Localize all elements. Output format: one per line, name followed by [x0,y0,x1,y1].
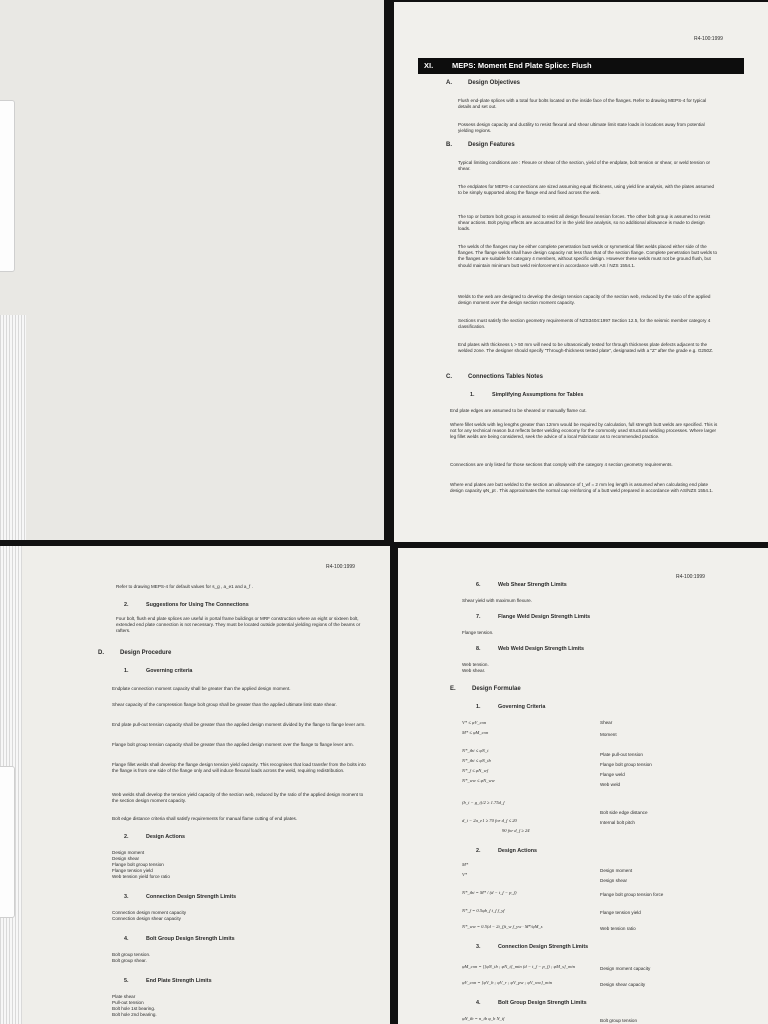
equation-label: Flange tension yield [600,910,641,915]
paragraph: Flange fillet welds shall develop the flange design tension yield capacity. This recognises that load transfer from the bolts into the flange is from one side of the flange only and will induce flexural loads across the weld, requiring redistribution. [112,762,366,774]
heading-connections-tables-notes: C. Connections Tables Notes [446,374,543,380]
list-item: Connection design shear capacity [112,916,181,921]
page-reference: R4-100:1999 [326,564,355,570]
document-page-meps-flush [394,2,768,542]
list-item: Design moment [112,850,145,855]
paragraph: Flush end-plate splices with a total four bolts located on the inside face of the flanges. Refer to drawing MEPS-4 for typical details and set out. [458,98,707,110]
equation-label: Shear [600,720,613,725]
page-reference: R4-100:1999 [694,36,723,42]
subheading-web-weld: 8. Web Weld Design Strength Limits [476,646,585,652]
equation-label: Flange weld [600,772,625,777]
equation: N*_f ≤ φN_wf [462,768,488,773]
equation-label: Internal bolt pitch [600,820,635,825]
equation: φM_con = [[φN_tb ; φN_t]_min (d − t_f − p_f) ; φM_s]_min [462,964,575,969]
paragraph: End plates with thickness tᵢ > 50 mm will need to be ultrasonically tested for through thickness plate defects adjacent to the welded zone. The designer should specify "Through-thickness tested plate", designated with a "Z" after the grade e.g. G250Z. [458,342,714,354]
equation: M* [462,862,469,867]
equation-label: Design shear [600,878,628,883]
paragraph: The welds of the flanges may be either complete penetration butt welds or symmetrical fillet welds placed either side of the flanges. The flange welds shall have design capacity not less than that of the section flange. Complete penetration butt welds to the flanges are suitable for category 4 members, without specific design. However these welds must not be ground flush, but should maintain minimum butt weld reinforcement in accordance with AS / NZS 1554.1. [458,244,718,268]
paragraph: End plate edges are assumed to be sheared or manually flame cut. [450,408,587,413]
subheading-governing-criteria: 1. Governing Criteria [476,704,546,710]
paragraph: Four bolt, flush end plate splices are useful in portal frame buildings or MRF construction where an eight or sixteen bolt, extended end plate connection is not necessary. They must be located outside potential yielding regions of the beams or rafters. [116,616,361,634]
paragraph: Where end plates are butt welded to the section an allowance of t_wf = 2 mm leg length is assumed when calculating end plate design capacity φN_pt . This approximates the normal cap reinforcing of a butt weld prepared in accordance with AS/NZS 1554.1. [450,482,714,494]
equation-label: Design moment capacity [600,966,651,971]
heading-design-features: B. Design Features [446,142,515,148]
list-item: Bolt group tension. [112,952,151,957]
equation: N*_tbi ≤ φN_t [462,748,489,753]
paragraph: Typical limiting conditions are : Flexure or shear of the section, yield of the endplate, bolt tension or shear, or weld tension or shear. [458,160,711,172]
section-banner [418,58,744,74]
list-item: Web shear. [462,668,486,673]
paragraph: Connections are only listed for those sections that comply with the category 4 section geometry requirements. [450,462,673,467]
list-item: Bolt hole 2nd bearing. [112,1012,157,1017]
subheading-connection-limits: 3. Connection Design Strength Limits [124,894,237,900]
paragraph: The endplates for MEPS-4 connections are sized assuming equal thickness, using yield line analysis, with the plates assumed to be simply supported along the flange end and fixed across the web. [458,184,715,196]
equation: N*_tbi ≤ φN_tb [462,758,491,763]
subheading-bolt-group-limits: 4. Bolt Group Design Strength Limits [124,936,235,942]
equation: N*_f = 0.5φb_f t_f f_yf [462,908,505,913]
paragraph: Possess design capacity and ductility to resist flexural and shear ultimate limit state loads in locations away from potential yielding regions. [458,122,705,134]
heading-design-procedure: D. Design Procedure [98,650,172,656]
subheading-end-plate-limits: 5. End Plate Strength Limits [124,978,212,984]
equation-label: Moment [600,732,617,737]
paragraph: Where fillet welds with leg lengths greater than 12mm would be required by calculation, full strength butt welds are specified. This is not for any technical reason but reflects better welding economy for the commonly used structural welding processes. Where larger leg fillet welds are being considered, seek the advice of a local Fabricator as to recommended practice. [450,422,718,440]
subheading-design-actions: 2. Design Actions [124,834,186,840]
equation: V* [462,872,468,877]
equation-label: Bolt side edge distance [600,810,648,815]
equation: N*_tbi = M* / (d − t_f − p_f) [462,890,517,895]
equation: N*_ww ≤ φN_ww [462,778,495,783]
equation: d_i − 2a_e1 ≥ 70 for d_f ≤ 20 [462,818,517,823]
equation: φV_con = [φV_b ; φV_r ; φV_pw ; φV_ww]_min [462,980,553,985]
subheading-design-actions: 2. Design Actions [476,848,538,854]
page-edge-tab [0,100,15,272]
paragraph: Bolt edge distance criteria shall satisfy requirements for manual flame cutting of end plates. [112,816,298,821]
list-item: Flange bolt group tension [112,862,164,867]
equation: 90 for d_f ≥ 24 [502,828,530,833]
paragraph: End plate pull-out tension capacity shall be greater than the applied design moment divided by the flange to flange lever arm. [112,722,366,727]
equation: φN_tb = n_tb φ_b N_tf [462,1016,505,1021]
equation-label: Design shear capacity [600,982,646,987]
section-number: XI. [424,61,434,70]
blank-page-top-left [0,0,384,540]
heading-design-formulae: E. Design Formulae [450,686,521,692]
paragraph: Flange bolt group tension capacity shall be greater than the applied design moment over the flange to flange lever arm. [112,742,354,747]
subheading-connection-limits: 3. Connection Design Strength Limits [476,944,589,950]
equation-label: Web weld [600,782,621,787]
subheading-web-shear: 6. Web Shear Strength Limits [476,582,567,588]
list-item: Bolt group shear. [112,958,147,963]
subheading-simplifying-assumptions: 1. Simplifying Assumptions for Tables [470,392,584,398]
document-page-design-formulae [398,548,768,1024]
page-stack-edge [0,315,26,540]
paragraph: Sections must satisfy the section geometry requirements of NZS3404:1997 Section 12.5, for the seismic member category 4 classification. [458,318,711,330]
subheading-governing-criteria: 1. Governing criteria [124,668,193,674]
list-item: Design shear [112,856,140,861]
paragraph: Endplate connection moment capacity shall be greater than the applied design moment. [112,686,291,691]
page-reference: R4-100:1999 [676,574,705,580]
list-item: Web tension. [462,662,489,667]
equation-label: Flange bolt group tension [600,762,652,767]
intro-text: Refer to drawing MEPS-4 for default values for s_g , a_e1 and a_f . [116,584,253,589]
list-item: Flange tension yield [112,868,153,873]
subheading-suggestions: 2. Suggestions for Using The Connections [124,602,249,608]
list-item: Bolt hole 1st bearing. [112,1006,156,1011]
section-title: MEPS: Moment End Plate Splice: Flush [452,61,592,70]
heading-design-objectives: A. Design Objectives [446,80,521,86]
paragraph: Shear yield with maximum flexure. [462,598,532,603]
subheading-flange-weld: 7. Flange Weld Design Strength Limits [476,614,591,620]
equation: V* ≤ φV_con [462,720,487,725]
paragraph: Welds to the web are designed to develop the design tension capacity of the section web, reduced by the ratio of the applied design moment over the design section moment capacity. [458,294,711,306]
equation-label: Bolt group tension [600,1018,638,1023]
list-item: Connection design moment capacity [112,910,187,915]
equation: M* ≤ φM_con [462,730,489,735]
equation: (b_i − g_i)/2 ≥ 1.75d_f [462,800,505,805]
equation: N*_ww = 0.5(d − 2t_f)t_w f_yw · M*/φM_s [462,924,543,929]
equation-label: Flange bolt group tension force [600,892,664,897]
paragraph: Shear capacity of the compression flange bolt group shall be greater than the applied ultimate limit state shear. [112,702,337,707]
subheading-bolt-group-limits: 4. Bolt Group Design Strength Limits [476,1000,587,1006]
equation-label: Plate pull-out tension [600,752,643,757]
paragraph: Web welds shall develop the tension yield capacity of the section web, reduced by the ratio of the applied design moment to the section design moment capacity. [112,792,364,804]
equation-label: Design moment [600,868,633,873]
list-item: Plate shear [112,994,136,999]
paragraph: The top or bottom bolt group is assumed to resist all design flexural tension forces. The other bolt group is assumed to resist shear actions. Bolt prying effects are accounted for in the yield line analysis, so no additional allowance is made to design loads. [458,214,711,232]
page-edge-tab [0,766,15,918]
equation-label: Web tension ratio [600,926,636,931]
paragraph: Flange tension. [462,630,494,635]
list-item: Web tension yield force ratio [112,874,170,879]
list-item: Pull-out tension [112,1000,144,1005]
document-page-design-procedure [0,546,390,1024]
